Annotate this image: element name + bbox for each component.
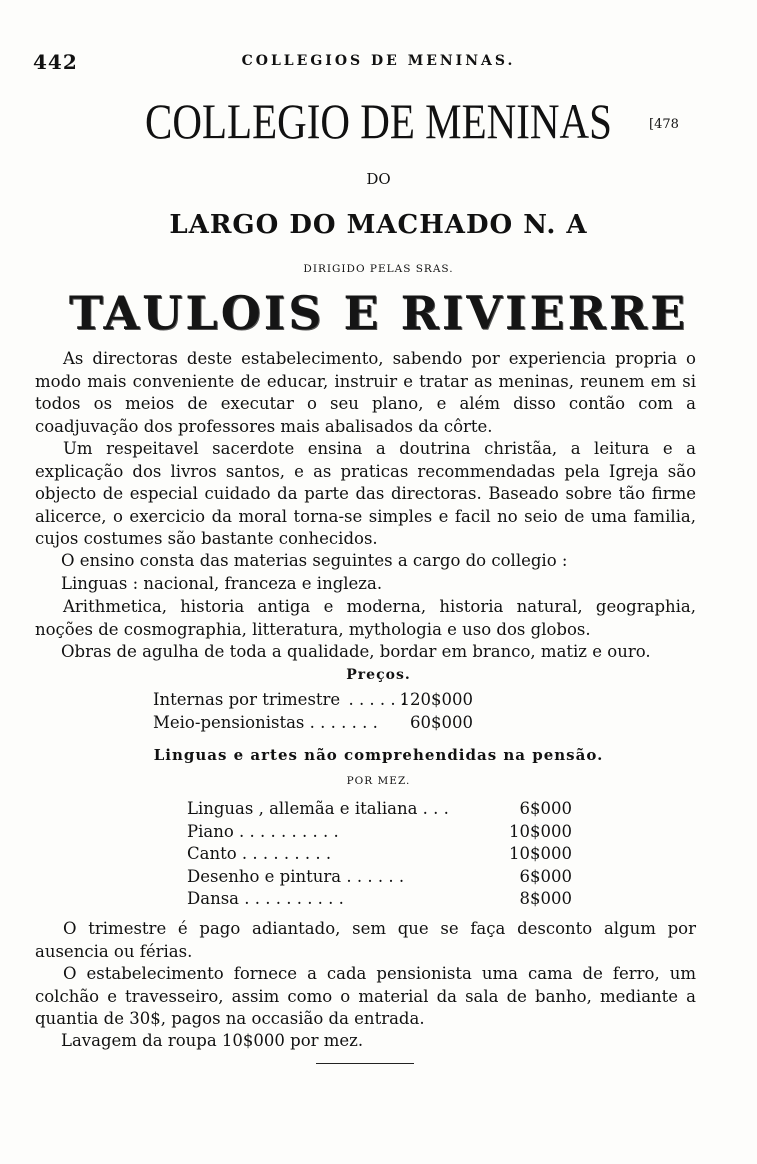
extras-row [187,866,572,889]
extras-subheading: POR MEZ. [346,775,411,787]
line-lavagem: Lavagem da roupa 10$000 por mez. [61,1031,364,1050]
extras-value: 10$000 [509,844,572,863]
extras-row [187,821,572,844]
title-do: DO [366,170,391,188]
extras-value: 6$000 [519,866,572,886]
price-row [153,689,473,712]
extras-value: 10$000 [509,821,572,841]
paragraph-subjects: Arithmetica, historia antiga e moderna, historia natural, geographia, noções de cosmographia, litteratura, mythologia e uso dos globos. [35,597,696,639]
line-ensino: O ensino consta das materias seguintes a cargo do collegio : [61,551,568,570]
extras-label: Dansa . . . . . . . . . . [187,889,344,908]
dirigido-line: DIRIGIDO PELAS SRAS. [303,263,454,275]
extras-table [187,798,572,911]
price-label: Meio-pensionistas . . . . . . . [153,712,378,732]
paragraph-religion: Um respeitavel sacerdote ensina a doutrina christãa, a leitura e a explicação dos livros santos, e as praticas recommendadas pela Igreja são objecto de especial cuidado da parte das directoras. Baseado sobre tão firme alicerce, o exercicio da moral torna-se simples e facil no seio de uma familia, cujos costumes são bastante conhecidos. [35,439,696,548]
precos-heading: Preços. [346,667,411,683]
line-obras: Obras de agulha de toda a qualidade, bordar em branco, matiz e ouro. [61,642,651,661]
extras-label: Canto . . . . . . . . . [187,844,332,863]
extras-label: Linguas , allemãa e italiana . . . [187,799,449,818]
extras-row [187,888,572,911]
line-linguas: Linguas : nacional, franceza e ingleza. [61,574,383,593]
paragraph-intro: As directoras deste estabelecimento, sabendo por experiencia propria o modo mais conveniente de educar, instruir e tratar as meninas, reunem em si todos os meios de executar o seu plano, e além disso contão com a coadjuvação dos professores mais abalisados da côrte. [35,349,696,436]
paragraph-trimestre: O trimestre é pago adiantado, sem que se faça desconto algum por ausencia ou férias. [35,919,696,961]
paragraph-estabelecimento: O estabelecimento fornece a cada pensionista uma cama de ferro, um colchão e travesseiro, assim como o material da sala de banho, mediante a quantia de 30$, pagos na occasião da entrada. [35,964,696,1028]
extras-row [187,843,572,866]
price-value: 120$000 [399,690,473,709]
running-title: COLLEGIOS DE MENINAS. [241,53,516,69]
closing-rule [316,1063,414,1064]
margin-note: [478 [649,117,679,132]
extras-label: Desenho e pintura . . . . . . [187,866,405,886]
directors-names: TAULOIS E RIVIERRE [68,286,689,340]
extras-row [187,798,572,821]
page-title: COLLEGIO DE MENINAS [145,93,612,149]
price-table [153,689,473,734]
price-row [153,712,473,735]
page-number: 442 [33,50,78,74]
extras-value: 8$000 [519,889,572,908]
extras-label: Piano . . . . . . . . . . [187,821,339,841]
price-value: 60$000 [410,712,473,732]
extras-heading: Linguas e artes não comprehendidas na pensão. [153,746,604,764]
subtitle: LARGO DO MACHADO N. A [169,210,588,240]
extras-value: 6$000 [519,799,572,818]
price-label: Internas por trimestre . . . . . . [153,690,407,709]
